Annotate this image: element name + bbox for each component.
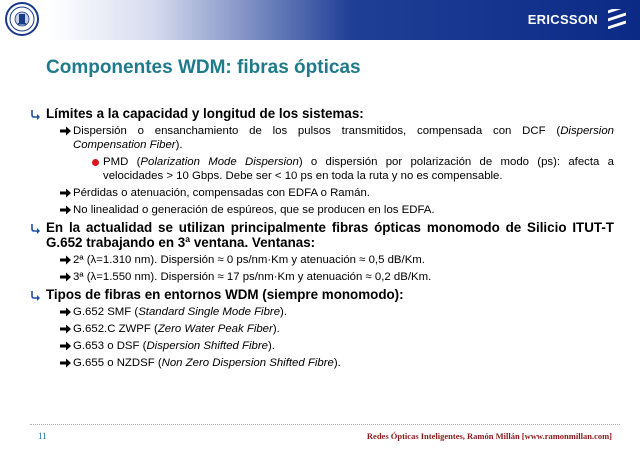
bullet-text-c: ). [268,340,275,352]
bullet-text-italic: Dispersion Shifted Fibre [146,340,268,352]
bullet-text: Pérdidas o atenuación, compensadas con EDFA o Ramán. [73,187,370,199]
university-seal-icon [5,2,39,36]
arrow-bullet-icon [60,188,71,198]
page-number: 11 [38,431,47,441]
ericsson-logo-icon [606,9,628,29]
bullet-level2 [60,253,614,267]
arrow-bullet-icon [60,255,71,265]
bullet-text-italic: Polarization Mode Dispersion [140,156,299,168]
bullet-text: En la actualidad se utilizan principalmente fibras ópticas monomodo de Silicio ITUT-T G.652 trabajando en 3ª ventana. Ventanas: [46,220,614,250]
arrow-bullet-icon [60,358,71,368]
bullet-level1 [30,106,614,121]
bullet-text-a: Dispersión o ensanchamiento de los pulsos transmitidos, compensada con DCF ( [73,125,561,137]
curved-arrow-bullet-icon [30,222,42,234]
bullet-level2 [60,356,614,370]
arrow-bullet-icon [60,205,71,215]
header-banner [0,0,640,40]
bullet-level2 [60,322,614,336]
bullet-level2 [60,305,614,319]
bullet-text-a: G.652 SMF ( [73,306,139,318]
bullet-text-c: ). [175,139,183,151]
bullet-text-italic: Zero Water Peak Fiber [157,323,273,335]
bullet-text-c: ). [272,323,280,335]
bullet-text-a: G.655 o NZDSF ( [73,357,162,369]
bullet-text: 3ª (λ=1.550 nm). Dispersión ≈ 17 ps/nm·Km y atenuación ≈ 0,2 dB/Km. [73,271,432,283]
bullet-level2 [60,270,614,284]
bullet-level1 [30,287,614,302]
bullet-text: No linealidad o generación de espúreos, que se producen en los EDFA. [73,204,435,216]
bullet-level2 [60,186,614,200]
curved-arrow-bullet-icon [30,108,42,120]
bullet-text: 2ª (λ=1.310 nm). Dispersión ≈ 0 ps/nm·Km y atenuación ≈ 0,5 dB/Km. [73,254,425,266]
brand-name: ERICSSON [527,12,598,27]
bullet-level1 [30,220,614,250]
bullet-level2 [60,203,614,217]
arrow-bullet-icon [60,272,71,282]
footer-credit: Redes Ópticas Inteligentes, Ramón Millán [www.ramonmillan.com] [366,431,612,441]
bullet-level3 [92,155,614,183]
arrow-bullet-icon [60,324,71,334]
arrow-bullet-icon [60,126,71,136]
bullet-text-c: ). [333,357,341,369]
bullet-text-italic: Standard Single Mode Fibre [138,306,281,318]
bullet-level2 [60,339,614,353]
bullet-text-c: ). [280,306,288,318]
red-dot-bullet-icon [92,159,99,166]
bullet-text: Tipos de fibras en entornos WDM (siempre monomodo): [46,287,404,302]
curved-arrow-bullet-icon [30,289,42,301]
bullet-text: Límites a la capacidad y longitud de los sistemas: [46,106,364,121]
bullet-list [30,106,614,373]
bullet-level2 [60,124,614,152]
bullet-text-a: G.653 o DSF ( [73,340,147,352]
bullet-text-italic: Dispersion Compensation Fiber [73,125,614,151]
arrow-bullet-icon [60,341,71,351]
footer-divider [30,424,620,426]
bullet-text-italic: Non Zero Dispersion Shifted Fibre [161,357,334,369]
bullet-text-a: PMD ( [103,156,141,168]
arrow-bullet-icon [60,307,71,317]
bullet-text-c: ) o dispersión por polarización de modo (ps): afecta a velocidades > 10 Gbps. Debe ser < 10 ps en toda la ruta y no es compensable. [103,156,615,182]
bullet-text-a: G.652.C ZWPF ( [73,323,158,335]
page-title: Componentes WDM: fibras ópticas [46,57,361,78]
